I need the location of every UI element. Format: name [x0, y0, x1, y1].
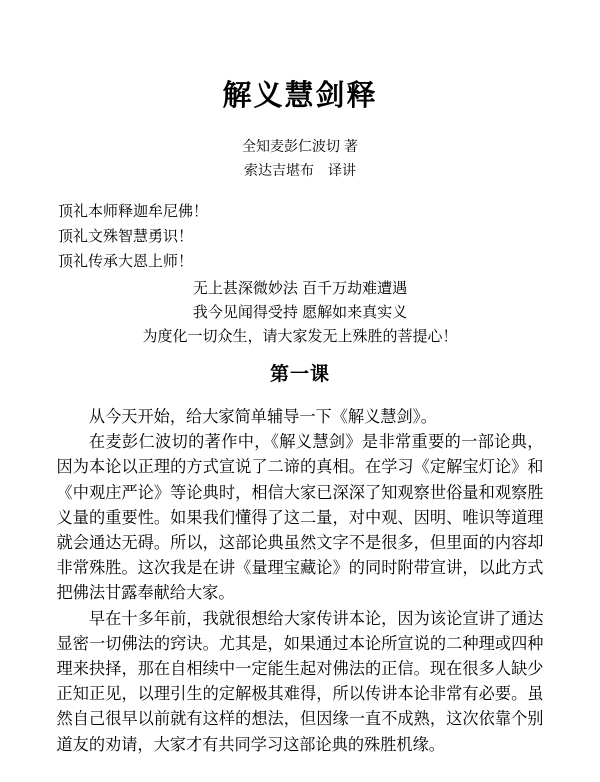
bodhicitta-line: 为度化一切众生，请大家发无上殊胜的菩提心！ [142, 328, 458, 345]
paragraph-1: 从今天开始，给大家简单辅导一下《解义慧剑》。 [88, 408, 437, 426]
homage-line-manjushri: 顶礼文殊智慧勇识！ [58, 228, 194, 245]
paragraph-3: 早在十多年前，我就很想给大家传讲本论，因为该论宣讲了通达显密一切佛法的窍诀。尤其是，如果通过本论所宣说的二种理或四种理来抉择，那在自相续中一定能生起对佛法的正信。现在很多人缺少正知正见，以理引生的定解极其难得，所以传讲本论非常有必要。虽然自己很早以前就有这样的想法，但因缘一直不成熟，这次依靠个别道友的劝请，大家才有共同学习这部论典的殊胜机缘。 [56, 609, 544, 754]
homage-line-guru: 顶礼传承大恩上师！ [58, 253, 194, 270]
body-text [57, 405, 544, 758]
author-line: 全知麦彭仁波切 著 [242, 138, 358, 154]
homage-line-buddha: 顶礼本师释迦牟尼佛！ [58, 203, 209, 220]
verse-line-2: 我今见闻得受持 愿解如来真实义 [192, 304, 408, 321]
opening-verse [0, 277, 600, 349]
homage-block [58, 199, 600, 274]
paragraph-2: 在麦彭仁波切的著作中，《解义慧剑》是非常重要的一部论典，因为本论以正理的方式宣说了二谛的真相。在学习《定解宝灯论》和《中观庄严论》等论典时，相信大家已深深了知观察世俗量和观察胜义量的重要性。如果我们懂得了这二量，对中观、因明、唯识等道理就会通达无碍。所以，这部论典虽然文字不是很多，但里面的内容却非常殊胜。这次我是在讲《量理宝藏论》的同时附带宣讲，以此方式把佛法甘露奉献给大家。 [56, 433, 544, 603]
verse-line-1: 无上甚深微妙法 百千万劫难遭遇 [192, 280, 408, 297]
section-heading-lesson-one: 第一课 [269, 364, 330, 385]
document-title: 解义慧剑释 [222, 80, 378, 112]
translator-line: 索达吉堪布 译讲 [244, 162, 356, 178]
